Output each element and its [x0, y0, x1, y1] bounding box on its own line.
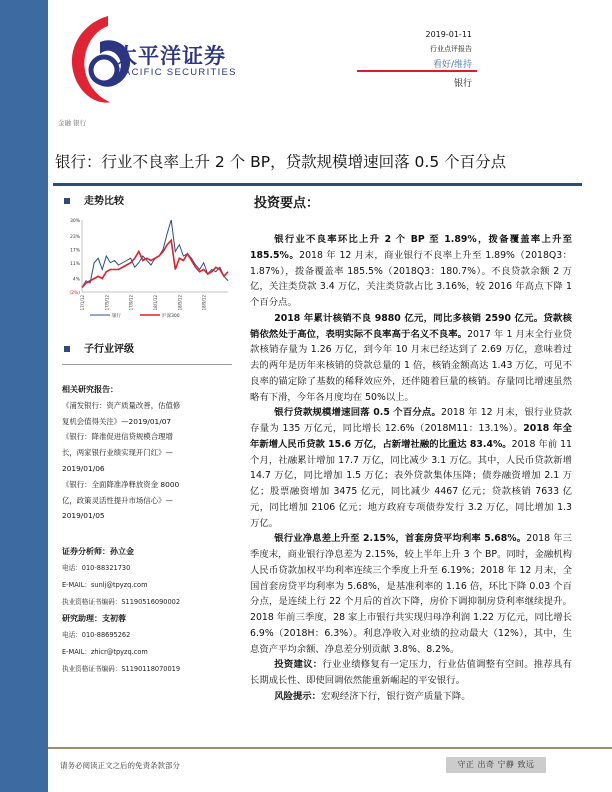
legend-label: 沪深300 [162, 314, 180, 319]
page-title: 银行：行业不良率上升 2 个 BP，贷款规模增速回落 0.5 个百分点 [55, 153, 507, 171]
analyst-info: 证券分析师：孙立金 电话：010-88321730 E-MAIL：sunlj@tpyzq.com 执业资格证书编码：S1190516090002 研究助理：支初蓉 电话：010-88695262 E-MAIL：zhicr@tpyzq.com 执业资格证书编码：S1190118070019 [62, 544, 237, 678]
header-divider [357, 70, 477, 72]
related-report[interactable]: 《银行：全面降准净释放资金 8000 亿，政策灵活性提升市场信心》—2019/01/05 [62, 479, 180, 521]
sidebar-band [0, 0, 48, 792]
analyst-email[interactable]: E-MAIL：sunlj@tpyzq.com [62, 581, 148, 589]
square-bullet-icon [64, 198, 70, 204]
related-reports: 相关研究报告： 《浦发银行：资产质量改善，估值修复机会值得关注》—2019/01/07 《银行：降准促进信贷规模合理增长，两家银行业绩实现开门红》—2019/01/06 《银行：全面降准净释放资金 8000 亿，政策灵活性提升市场信心》—2019/01/05 [62, 382, 182, 524]
breadcrumb: 金融 银行 [58, 119, 87, 127]
rating: 看好/维持 [432, 60, 472, 70]
industry-label: 银行 [453, 79, 472, 89]
investment-points-heading: 投资要点： [254, 196, 320, 211]
related-report[interactable]: 《浦发银行：资产质量改善，估值修复机会值得关注》—2019/01/07 [62, 400, 181, 426]
y-tick-label: 23% [69, 234, 80, 240]
main-body [250, 232, 572, 705]
x-tick-label: 18/1/12 [153, 295, 158, 311]
x-tick-label: 18/5/12 [177, 295, 183, 311]
paragraph: 银行业净息差上升至 2.15%，首套房贷平均利率 5.68%。2018 年三季度末，商业银行净息差为 2.15%，较上半年上升 3 个 BP。同时，金融机构人民币贷款加权平均利率连续三个季度上升至 6.19%；2018 年 12 月末，全国首套房贷平均利率为 5.68%，是基准利率的 1.16 倍，环比下降 0.03 个百分点，是连续上行 22 个月后的首次下降，房价下调抑制房贷利率继续提升。2018 年前三季度，28 家上市银行共实现归母净利润 1.22 万亿元，同比增长 6.9%（2018H：6.3%）。利息净收入对业绩的拉动最大（12%），其中，生息资产平均余额、净息差分别贡献 3.8%、8.2%。 [250, 533, 573, 655]
square-bullet-icon [64, 346, 70, 352]
x-tick-label: 17/9/12 [128, 295, 134, 311]
y-tick-label: 4% [72, 277, 80, 283]
subrating-section-title: 子行业评级 [64, 340, 134, 355]
report-type: 行业点评报告 [430, 45, 472, 53]
y-tick-label: (2%) [69, 291, 80, 296]
paragraph: 银行业不良率环比上升 2 个 BP 至 1.89%，拨备覆盖率上升至 185.5%。2018 年 12 月末，商业银行不良率上升至 1.89%（2018Q3：1.87%），拨备覆盖率 185.5%（2018Q3：180.7%）。不良贷款余额 2 万亿，关注类贷款 3.4 万亿，关注类贷款占比 3.16%，较 2016 年高点下降 1 个百分点。 [250, 234, 572, 308]
trend-section-title: 走势比较 [64, 192, 124, 207]
report-date: 2019-01-11 [425, 30, 472, 39]
x-tick-label: 18/9/12 [201, 295, 207, 311]
paragraph: 风险提示：宏观经济下行，银行资产质量下降。 [274, 690, 471, 702]
trend-chart [60, 210, 240, 320]
paragraph: 2018 年累计核销不良 9880 亿元，同比多核销 2590 亿元。贷款核销依然处于高位，表明实际不良率高于名义不良率。2017 年 1 月末全行业贷款核销存量为 1.26 万亿，到今年 10 月末已经达到了 2.69 万亿，意味着过去的两年是历年来核销的贷款总量的 1 倍，核销金额高达 1.43 万亿，可见不良率的锚定除了基数的稀释效应外，还伴随着巨量的核销。存量同比增速虽然略有下滑，今年各月度均在 50%以上。 [250, 312, 572, 403]
legend-label: 银行 [112, 314, 121, 319]
disclaimer-note: 请务必阅读正文之后的免责条款部分 [60, 761, 180, 770]
subrating-divider [62, 364, 232, 365]
paragraph: 投资建议：行业业绩修复有一定压力，行业估值调整有空间。推荐具有长期成长性、即使回调依然能重新崛起的平安银行。 [250, 659, 572, 686]
title-divider [53, 183, 582, 186]
series-line-bank [82, 220, 228, 288]
y-tick-label: 17% [69, 248, 80, 254]
x-tick-label: 17/5/12 [104, 295, 110, 311]
paragraph: 银行贷款规模增速回落 0.5 个百分点。2018 年 12 月末，银行业贷款存量为 135 万亿元，同比增长 12.6%（2018M11：13.1%）。2018 年全年新增人民币贷款 15.6 万亿，占新增社融的比重达 83.4%。2018 年前 11 个月，社融累计增加 17.7 万亿，同比减少 3.1 万亿。其中，人民币贷款新增 14.7 万亿，同比增加 1.5 万亿；表外贷款集体压降；债券融资增加 2.1 万亿；股票融资增加 3475 亿元，同比减少 4467 亿元；贷款核销 7633 亿元，同比增加 2106 亿元；地方政府专项债券发行 3.2 万亿，同比增加 1.3 万亿。 [250, 407, 573, 529]
footer-divider [48, 747, 612, 749]
y-tick-label: 11% [69, 261, 80, 267]
motto: 守正 出奇 宁静 致远 [446, 757, 546, 773]
x-tick-label: 17/1/12 [80, 295, 85, 311]
y-tick-label: 30% [69, 219, 80, 224]
assistant-email[interactable]: E-MAIL：zhicr@tpyzq.com [62, 648, 148, 656]
related-report[interactable]: 《银行：降准促进信贷规模合理增长，两家银行业绩实现开门红》—2019/01/06 [62, 432, 173, 473]
